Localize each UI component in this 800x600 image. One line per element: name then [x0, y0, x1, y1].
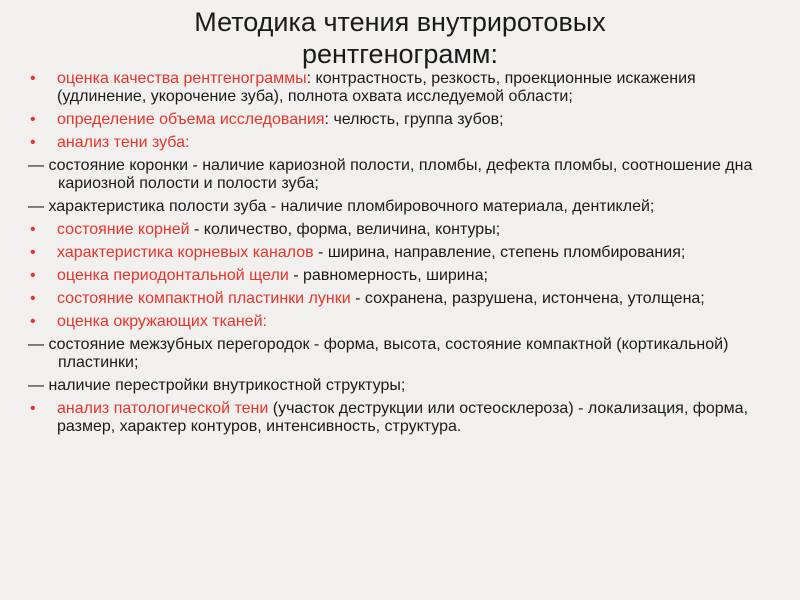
subitem-text: — характеристика полости зуба - наличие пломбировочного материала, дентиклей; — [28, 198, 655, 215]
item-text: - сохранена, разрушена, истончена, утолщена; — [350, 290, 705, 307]
list-item — [28, 313, 758, 331]
list-item — [28, 267, 758, 285]
list-item — [28, 400, 758, 436]
bullet-icon: • — [30, 267, 36, 284]
list-item — [28, 111, 758, 129]
item-heading: состояние корней — [57, 221, 190, 238]
content-list — [28, 70, 758, 441]
list-subitem — [28, 198, 758, 216]
item-text: - равномерность, ширина; — [288, 267, 488, 284]
item-heading: анализ тени зуба: — [57, 134, 190, 151]
bullet-icon: • — [30, 244, 36, 261]
item-heading: характеристика корневых каналов — [57, 244, 314, 261]
list-subitem — [28, 157, 758, 193]
item-text: : контрастность, резкость, проекционные искажения (удлинение, укорочение зуба), полнота охвата исследуемой области; — [57, 70, 696, 105]
item-text: : челюсть, группа зубов; — [324, 111, 504, 128]
subitem-text: — состояние коронки - наличие кариозной полости, пломбы, дефекта пломбы, соотношение дна кариозной полости и полости зуба; — [28, 157, 753, 192]
item-heading: определение объема исследования — [57, 111, 325, 128]
slide-title: Методика чтения внутриротовых рентгенограмм: — [194, 7, 606, 69]
list-subitem — [28, 336, 758, 372]
list-subitem — [28, 377, 758, 395]
bullet-icon: • — [30, 70, 36, 87]
bullet-icon: • — [30, 111, 36, 128]
list-item — [28, 134, 758, 152]
bullet-icon: • — [30, 313, 36, 330]
item-text: - количество, форма, величина, контуры; — [189, 221, 501, 238]
list-item — [28, 290, 758, 308]
item-text: (участок деструкции или остеосклероза) - локализация, форма, размер, характер контуров, интенсивность, структура. — [57, 400, 749, 435]
list-item — [28, 221, 758, 239]
item-heading: анализ патологической тени — [57, 400, 269, 417]
bullet-icon: • — [30, 290, 36, 307]
subitem-text: — состояние межзубных перегородок - форма, высота, состояние компактной (кортикальной) пластинки; — [28, 336, 729, 371]
item-heading: оценка качества рентгенограммы — [57, 70, 307, 87]
item-heading: состояние компактной пластинки лунки — [57, 290, 351, 307]
item-text: - ширина, направление, степень пломбирования; — [313, 244, 686, 261]
bullet-icon: • — [30, 400, 36, 417]
bullet-icon: • — [30, 134, 36, 151]
subitem-text: — наличие перестройки внутрикостной структуры; — [28, 377, 406, 394]
bullet-icon: • — [30, 221, 36, 238]
list-item — [28, 70, 758, 106]
item-heading: оценка окружающих тканей: — [57, 313, 267, 330]
item-heading: оценка периодонтальной щели — [57, 267, 289, 284]
list-item — [28, 244, 758, 262]
